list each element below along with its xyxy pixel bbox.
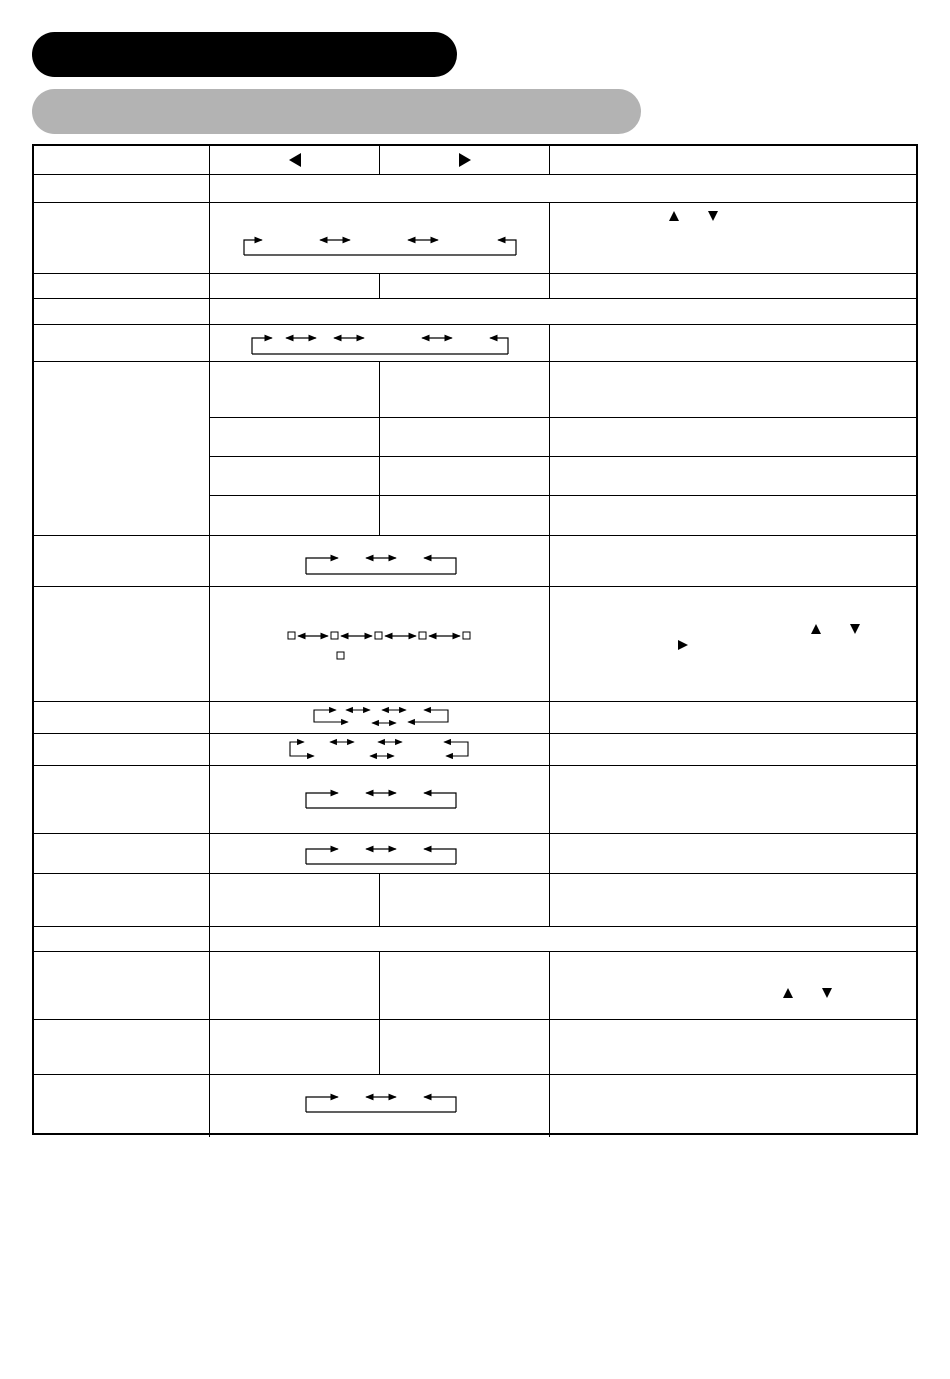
row-label [34, 766, 210, 834]
header-right-cell [380, 146, 550, 175]
down-triangle-icon [707, 210, 719, 222]
cycle-cell [210, 766, 550, 834]
note-cell [550, 734, 916, 766]
note-cell [550, 496, 916, 536]
right-value-cell [380, 1020, 550, 1075]
header-label-cell [34, 146, 210, 175]
left-value-cell [210, 874, 380, 927]
row-label [34, 587, 210, 702]
cycle-cell [210, 834, 550, 874]
merged-cell [210, 175, 916, 203]
row-label [34, 362, 210, 536]
note-cell [550, 874, 916, 927]
cycle-cell [210, 587, 550, 702]
cycle-cell [210, 536, 550, 587]
row-label [34, 702, 210, 734]
cycle-diagram [210, 587, 550, 701]
row-label [34, 1075, 210, 1137]
merged-cell [210, 927, 916, 952]
left-value-cell [210, 274, 380, 299]
right-value-cell [380, 496, 550, 536]
note-cell [550, 1075, 916, 1137]
right-triangle-icon [458, 152, 472, 168]
note-cell [550, 952, 916, 1020]
row-label [34, 734, 210, 766]
up-triangle-icon [782, 987, 794, 999]
row-label [34, 952, 210, 1020]
right-value-cell [380, 952, 550, 1020]
cycle-diagram [210, 834, 550, 873]
right-triangle-icon [677, 639, 689, 651]
row-label [34, 203, 210, 274]
merged-cell [210, 299, 916, 325]
row-label [34, 299, 210, 325]
cycle-diagram [210, 766, 550, 833]
cycle-diagram [210, 702, 550, 733]
right-value-cell [380, 874, 550, 927]
left-value-cell [210, 952, 380, 1020]
left-triangle-icon [288, 152, 302, 168]
header-left-cell [210, 146, 380, 175]
right-value-cell [380, 362, 550, 418]
up-triangle-icon [668, 210, 680, 222]
note-cell [550, 1020, 916, 1075]
cycle-diagram [210, 325, 550, 361]
note-cell [550, 834, 916, 874]
row-label [34, 325, 210, 362]
note-cell [550, 702, 916, 734]
left-value-cell [210, 362, 380, 418]
header-note-cell [550, 146, 916, 175]
left-value-cell [210, 496, 380, 536]
cycle-diagram [210, 1075, 550, 1136]
left-value-cell [210, 457, 380, 496]
cycle-cell [210, 325, 550, 362]
right-value-cell [380, 457, 550, 496]
up-triangle-icon [810, 623, 822, 635]
cycle-diagram [210, 536, 550, 586]
section-subtitle-bar [32, 89, 641, 134]
row-label [34, 1020, 210, 1075]
right-value-cell [380, 418, 550, 457]
cycle-cell [210, 1075, 550, 1137]
left-value-cell [210, 1020, 380, 1075]
cycle-cell [210, 734, 550, 766]
cycle-cell [210, 702, 550, 734]
note-cell [550, 362, 916, 418]
row-label [34, 274, 210, 299]
note-cell [550, 536, 916, 587]
note-cell [550, 587, 916, 702]
cycle-diagram [210, 734, 550, 765]
cycle-diagram [210, 203, 550, 273]
note-cell [550, 274, 916, 299]
note-cell [550, 418, 916, 457]
note-cell [550, 325, 916, 362]
note-cell [550, 766, 916, 834]
down-triangle-icon [849, 623, 861, 635]
cycle-cell [210, 203, 550, 274]
row-label [34, 874, 210, 927]
note-cell [550, 457, 916, 496]
row-label [34, 834, 210, 874]
row-label [34, 927, 210, 952]
left-value-cell [210, 418, 380, 457]
row-label [34, 175, 210, 203]
row-label [34, 536, 210, 587]
section-title-bar [32, 32, 457, 77]
note-cell [550, 203, 916, 274]
function-table [32, 144, 918, 1135]
right-value-cell [380, 274, 550, 299]
down-triangle-icon [821, 987, 833, 999]
